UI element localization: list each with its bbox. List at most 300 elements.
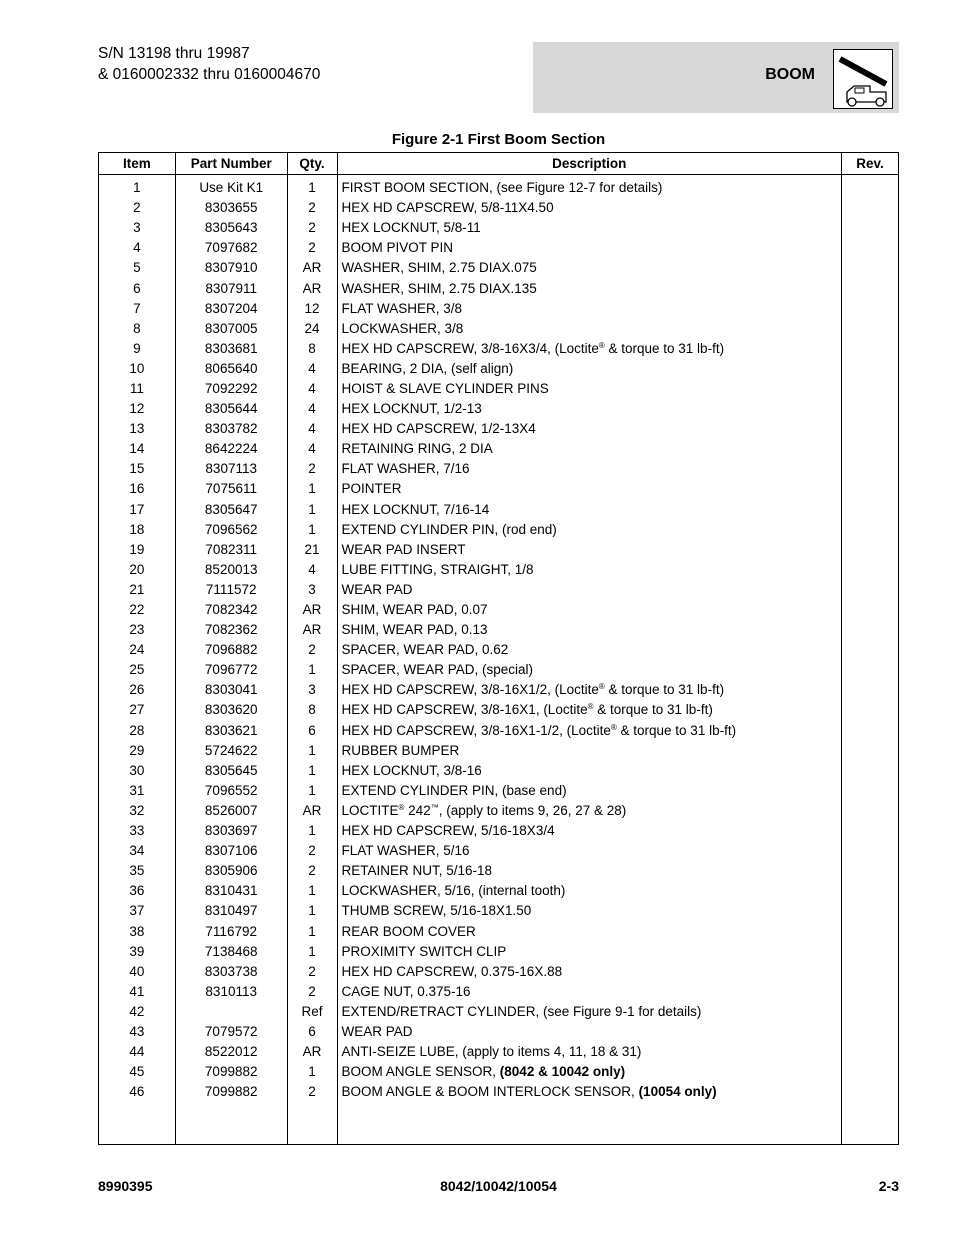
- item-number-cell: 15: [99, 459, 176, 479]
- description-cell: [337, 540, 842, 560]
- table-row: [99, 942, 899, 962]
- parts-table-container: [98, 152, 899, 1145]
- item-number-cell: 33: [99, 821, 176, 841]
- description-text: PROXIMITY SWITCH CLIP: [341, 943, 507, 959]
- trademark-symbol: ®: [398, 802, 405, 812]
- table-row: [99, 841, 899, 861]
- description-cell: [337, 218, 842, 238]
- description-cell: [337, 660, 842, 680]
- table-filler-row: [99, 1102, 899, 1145]
- part-number-cell: 8307910: [175, 258, 287, 278]
- table-row: [99, 921, 899, 941]
- table-row: [99, 359, 899, 379]
- part-number-cell: 8310431: [175, 881, 287, 901]
- description-text: BEARING, 2 DIA, (self align): [341, 360, 514, 376]
- table-header-row: [99, 153, 899, 175]
- revision-cell: [842, 520, 899, 540]
- item-number-cell: 39: [99, 942, 176, 962]
- item-number-cell: 26: [99, 680, 176, 700]
- table-row: [99, 982, 899, 1002]
- quantity-cell: 4: [287, 399, 337, 419]
- description-cell: [337, 942, 842, 962]
- quantity-cell: 2: [287, 962, 337, 982]
- description-text: (8042 & 10042 only): [499, 1064, 626, 1080]
- description-cell: [337, 1062, 842, 1082]
- quantity-cell: 4: [287, 439, 337, 459]
- description-cell: [337, 801, 842, 821]
- description-text: WEAR PAD: [341, 581, 413, 597]
- empty-cell: [287, 1102, 337, 1145]
- part-number-cell: 7096562: [175, 520, 287, 540]
- revision-cell: [842, 1042, 899, 1062]
- item-number-cell: 43: [99, 1022, 176, 1042]
- description-cell: [337, 881, 842, 901]
- item-number-cell: 11: [99, 379, 176, 399]
- revision-cell: [842, 761, 899, 781]
- item-number-cell: 7: [99, 299, 176, 319]
- description-text: BOOM ANGLE SENSOR,: [341, 1064, 500, 1080]
- boom-lift-icon: [833, 49, 893, 109]
- trademark-symbol: ®: [598, 682, 605, 692]
- part-number-cell: 8303738: [175, 962, 287, 982]
- table-row: [99, 299, 899, 319]
- table-body: [99, 175, 899, 1145]
- table-row: [99, 238, 899, 258]
- revision-cell: [842, 1002, 899, 1022]
- revision-cell: [842, 459, 899, 479]
- description-cell: [337, 1002, 842, 1022]
- item-number-cell: 9: [99, 339, 176, 359]
- item-number-cell: 40: [99, 962, 176, 982]
- quantity-cell: 2: [287, 640, 337, 660]
- part-number-cell: 8305906: [175, 861, 287, 881]
- quantity-cell: 1: [287, 761, 337, 781]
- description-cell: [337, 319, 842, 339]
- table-row: [99, 580, 899, 600]
- revision-cell: [842, 982, 899, 1002]
- part-number-cell: 8520013: [175, 560, 287, 580]
- description-text: FLAT WASHER, 7/16: [341, 461, 470, 477]
- quantity-cell: 24: [287, 319, 337, 339]
- part-number-cell: 7082342: [175, 600, 287, 620]
- description-text: HEX HD CAPSCREW, 5/8-11X4.50: [341, 200, 554, 216]
- revision-cell: [842, 841, 899, 861]
- table-row: [99, 560, 899, 580]
- quantity-cell: 2: [287, 198, 337, 218]
- revision-cell: [842, 620, 899, 640]
- quantity-cell: 4: [287, 379, 337, 399]
- column-header-qty: Qty.: [287, 153, 337, 175]
- description-text: SHIM, WEAR PAD, 0.13: [341, 622, 488, 638]
- item-number-cell: 25: [99, 660, 176, 680]
- description-text: & torque to 31 lb-ft): [604, 340, 725, 356]
- table-row: [99, 700, 899, 720]
- description-text: HEX HD CAPSCREW, 3/8-16X1-1/2, (Loctite: [341, 722, 611, 738]
- description-text: WEAR PAD: [341, 1023, 413, 1039]
- table-row: [99, 721, 899, 741]
- description-cell: [337, 921, 842, 941]
- footer-models: 8042/10042/10054: [440, 1178, 557, 1194]
- description-text: FIRST BOOM SECTION, (see Figure 12-7 for details): [341, 180, 663, 196]
- quantity-cell: 1: [287, 781, 337, 801]
- description-cell: [337, 821, 842, 841]
- revision-cell: [842, 419, 899, 439]
- part-number-cell: 7096882: [175, 640, 287, 660]
- quantity-cell: 1: [287, 660, 337, 680]
- quantity-cell: 6: [287, 1022, 337, 1042]
- table-row: [99, 500, 899, 520]
- revision-cell: [842, 1022, 899, 1042]
- figure-title: Figure 2-1 First Boom Section: [391, 131, 606, 148]
- item-number-cell: 12: [99, 399, 176, 419]
- item-number-cell: 35: [99, 861, 176, 881]
- footer-doc-number: 8990395: [98, 1178, 153, 1194]
- table-row: [99, 620, 899, 640]
- item-number-cell: 20: [99, 560, 176, 580]
- description-text: WASHER, SHIM, 2.75 DIAX.075: [341, 260, 537, 276]
- item-number-cell: 44: [99, 1042, 176, 1062]
- quantity-cell: 4: [287, 419, 337, 439]
- revision-cell: [842, 238, 899, 258]
- table-row: [99, 1062, 899, 1082]
- description-cell: [337, 399, 842, 419]
- part-number-cell: Use Kit K1: [175, 175, 287, 199]
- revision-cell: [842, 560, 899, 580]
- description-cell: [337, 620, 842, 640]
- trademark-symbol: ®: [598, 340, 605, 350]
- description-cell: [337, 982, 842, 1002]
- description-text: BOOM PIVOT PIN: [341, 240, 454, 256]
- description-cell: [337, 339, 842, 359]
- revision-cell: [842, 741, 899, 761]
- part-number-cell: 8305643: [175, 218, 287, 238]
- revision-cell: [842, 299, 899, 319]
- quantity-cell: 2: [287, 238, 337, 258]
- table-row: [99, 1082, 899, 1102]
- description-cell: [337, 278, 842, 298]
- revision-cell: [842, 721, 899, 741]
- item-number-cell: 23: [99, 620, 176, 640]
- description-text: ANTI-SEIZE LUBE, (apply to items 4, 11, 18 & 31): [341, 1044, 642, 1060]
- revision-cell: [842, 175, 899, 199]
- table-row: [99, 459, 899, 479]
- quantity-cell: 2: [287, 841, 337, 861]
- part-number-cell: 8307106: [175, 841, 287, 861]
- quantity-cell: AR: [287, 1042, 337, 1062]
- description-text: HEX HD CAPSCREW, 0.375-16X.88: [341, 963, 563, 979]
- description-cell: [337, 700, 842, 720]
- part-number-cell: [175, 1002, 287, 1022]
- part-number-cell: 7079572: [175, 1022, 287, 1042]
- table-row: [99, 821, 899, 841]
- description-cell: [337, 741, 842, 761]
- item-number-cell: 4: [99, 238, 176, 258]
- part-number-cell: 7116792: [175, 921, 287, 941]
- table-row: [99, 379, 899, 399]
- description-cell: [337, 680, 842, 700]
- item-number-cell: 2: [99, 198, 176, 218]
- part-number-cell: 7075611: [175, 479, 287, 499]
- trademark-symbol: ®: [587, 702, 594, 712]
- table-row: [99, 741, 899, 761]
- item-number-cell: 42: [99, 1002, 176, 1022]
- revision-cell: [842, 580, 899, 600]
- empty-cell: [337, 1102, 842, 1145]
- revision-cell: [842, 680, 899, 700]
- description-text: EXTEND CYLINDER PIN, (rod end): [341, 521, 557, 537]
- part-number-cell: 7111572: [175, 580, 287, 600]
- description-cell: [337, 439, 842, 459]
- revision-cell: [842, 942, 899, 962]
- description-text: HEX LOCKNUT, 1/2-13: [341, 401, 482, 417]
- description-cell: [337, 1022, 842, 1042]
- revision-cell: [842, 1082, 899, 1102]
- description-text: WEAR PAD INSERT: [341, 541, 466, 557]
- description-text: HEX LOCKNUT, 3/8-16: [341, 762, 482, 778]
- quantity-cell: 2: [287, 218, 337, 238]
- description-text: RETAINING RING, 2 DIA: [341, 441, 493, 457]
- quantity-cell: 21: [287, 540, 337, 560]
- column-header-rev: Rev.: [842, 153, 899, 175]
- quantity-cell: 3: [287, 580, 337, 600]
- revision-cell: [842, 881, 899, 901]
- table-row: [99, 479, 899, 499]
- description-cell: [337, 520, 842, 540]
- part-number-cell: 8305647: [175, 500, 287, 520]
- description-cell: [337, 901, 842, 921]
- part-number-cell: 8303621: [175, 721, 287, 741]
- description-cell: [337, 781, 842, 801]
- revision-cell: [842, 479, 899, 499]
- item-number-cell: 27: [99, 700, 176, 720]
- part-number-cell: 7099882: [175, 1062, 287, 1082]
- table-row: [99, 1042, 899, 1062]
- description-text: BOOM ANGLE & BOOM INTERLOCK SENSOR,: [341, 1084, 639, 1100]
- column-header-part-number: Part Number: [175, 153, 287, 175]
- description-text: SPACER, WEAR PAD, 0.62: [341, 642, 509, 658]
- description-text: FLAT WASHER, 5/16: [341, 843, 470, 859]
- part-number-cell: 8310497: [175, 901, 287, 921]
- quantity-cell: AR: [287, 278, 337, 298]
- item-number-cell: 19: [99, 540, 176, 560]
- quantity-cell: 2: [287, 982, 337, 1002]
- quantity-cell: 2: [287, 1082, 337, 1102]
- item-number-cell: 28: [99, 721, 176, 741]
- quantity-cell: 1: [287, 500, 337, 520]
- item-number-cell: 29: [99, 741, 176, 761]
- part-number-cell: 7099882: [175, 1082, 287, 1102]
- table-row: [99, 640, 899, 660]
- quantity-cell: 1: [287, 520, 337, 540]
- revision-cell: [842, 339, 899, 359]
- table-row: [99, 680, 899, 700]
- description-text: THUMB SCREW, 5/16-18X1.50: [341, 903, 532, 919]
- quantity-cell: 2: [287, 861, 337, 881]
- revision-cell: [842, 439, 899, 459]
- quantity-cell: AR: [287, 600, 337, 620]
- column-header-description: Description: [337, 153, 842, 175]
- description-cell: [337, 175, 842, 199]
- part-number-cell: 8307911: [175, 278, 287, 298]
- item-number-cell: 38: [99, 921, 176, 941]
- description-text: 242: [404, 802, 431, 818]
- table-row: [99, 540, 899, 560]
- quantity-cell: 1: [287, 942, 337, 962]
- revision-cell: [842, 901, 899, 921]
- item-number-cell: 10: [99, 359, 176, 379]
- description-text: , (apply to items 9, 26, 27 & 28): [438, 802, 627, 818]
- item-number-cell: 17: [99, 500, 176, 520]
- description-cell: [337, 359, 842, 379]
- part-number-cell: 8303697: [175, 821, 287, 841]
- revision-cell: [842, 861, 899, 881]
- part-number-cell: 8303681: [175, 339, 287, 359]
- description-text: POINTER: [341, 481, 402, 497]
- part-number-cell: 8310113: [175, 982, 287, 1002]
- table-row: [99, 660, 899, 680]
- revision-cell: [842, 921, 899, 941]
- description-text: HEX LOCKNUT, 5/8-11: [341, 220, 481, 236]
- description-text: WASHER, SHIM, 2.75 DIAX.135: [341, 280, 537, 296]
- quantity-cell: AR: [287, 258, 337, 278]
- revision-cell: [842, 962, 899, 982]
- table-row: [99, 339, 899, 359]
- revision-cell: [842, 359, 899, 379]
- description-text: (10054 only): [638, 1084, 717, 1100]
- part-number-cell: 8303620: [175, 700, 287, 720]
- trademark-symbol: ™: [430, 802, 439, 812]
- parts-table: [98, 152, 899, 1145]
- part-number-cell: 5724622: [175, 741, 287, 761]
- description-text: FLAT WASHER, 3/8: [341, 300, 463, 316]
- description-cell: [337, 962, 842, 982]
- description-cell: [337, 479, 842, 499]
- quantity-cell: 1: [287, 901, 337, 921]
- revision-cell: [842, 801, 899, 821]
- item-number-cell: 21: [99, 580, 176, 600]
- item-number-cell: 37: [99, 901, 176, 921]
- item-number-cell: 24: [99, 640, 176, 660]
- table-row: [99, 881, 899, 901]
- revision-cell: [842, 319, 899, 339]
- item-number-cell: 16: [99, 479, 176, 499]
- description-text: LOCKWASHER, 5/16, (internal tooth): [341, 883, 566, 899]
- part-number-cell: 8526007: [175, 801, 287, 821]
- description-text: HEX HD CAPSCREW, 1/2-13X4: [341, 421, 536, 437]
- description-cell: [337, 419, 842, 439]
- serial-line-1: S/N 13198 thru 19987: [98, 45, 250, 62]
- description-text: REAR BOOM COVER: [341, 923, 476, 939]
- revision-cell: [842, 198, 899, 218]
- item-number-cell: 8: [99, 319, 176, 339]
- part-number-cell: 8303655: [175, 198, 287, 218]
- part-number-cell: 8307005: [175, 319, 287, 339]
- description-text: SHIM, WEAR PAD, 0.07: [341, 602, 488, 618]
- column-header-item: Item: [99, 153, 176, 175]
- part-number-cell: 8307204: [175, 299, 287, 319]
- item-number-cell: 31: [99, 781, 176, 801]
- part-number-cell: 8065640: [175, 359, 287, 379]
- revision-cell: [842, 1062, 899, 1082]
- description-text: RETAINER NUT, 5/16-18: [341, 863, 493, 879]
- revision-cell: [842, 218, 899, 238]
- revision-cell: [842, 258, 899, 278]
- description-cell: [337, 1082, 842, 1102]
- part-number-cell: 8303041: [175, 680, 287, 700]
- quantity-cell: AR: [287, 620, 337, 640]
- part-number-cell: 7138468: [175, 942, 287, 962]
- description-cell: [337, 580, 842, 600]
- quantity-cell: 1: [287, 741, 337, 761]
- table-row: [99, 419, 899, 439]
- quantity-cell: 3: [287, 680, 337, 700]
- table-row: [99, 1002, 899, 1022]
- table-row: [99, 258, 899, 278]
- quantity-cell: 6: [287, 721, 337, 741]
- item-number-cell: 1: [99, 175, 176, 199]
- description-cell: [337, 258, 842, 278]
- empty-cell: [99, 1102, 176, 1145]
- table-row: [99, 399, 899, 419]
- description-text: HEX HD CAPSCREW, 3/8-16X1, (Loctite: [341, 702, 588, 718]
- item-number-cell: 34: [99, 841, 176, 861]
- description-text: & torque to 31 lb-ft): [616, 722, 737, 738]
- revision-cell: [842, 500, 899, 520]
- table-row: [99, 278, 899, 298]
- description-cell: [337, 761, 842, 781]
- part-number-cell: 7096552: [175, 781, 287, 801]
- table-row: [99, 861, 899, 881]
- description-text: RUBBER BUMPER: [341, 742, 460, 758]
- item-number-cell: 46: [99, 1082, 176, 1102]
- revision-cell: [842, 379, 899, 399]
- section-label: BOOM: [765, 66, 815, 83]
- table-row: [99, 218, 899, 238]
- serial-range: [98, 43, 320, 85]
- quantity-cell: 1: [287, 821, 337, 841]
- quantity-cell: 1: [287, 175, 337, 199]
- description-cell: [337, 379, 842, 399]
- item-number-cell: 22: [99, 600, 176, 620]
- table-row: [99, 901, 899, 921]
- serial-line-2: & 0160002332 thru 0160004670: [98, 66, 321, 83]
- quantity-cell: 1: [287, 1062, 337, 1082]
- quantity-cell: 4: [287, 359, 337, 379]
- description-text: CAGE NUT, 0.375-16: [341, 983, 471, 999]
- revision-cell: [842, 540, 899, 560]
- description-text: EXTEND CYLINDER PIN, (base end): [341, 782, 567, 798]
- description-cell: [337, 600, 842, 620]
- description-cell: [337, 198, 842, 218]
- description-text: HEX HD CAPSCREW, 3/8-16X1/2, (Loctite: [341, 682, 599, 698]
- section-header: [533, 42, 899, 113]
- table-row: [99, 1022, 899, 1042]
- part-number-cell: 8303782: [175, 419, 287, 439]
- description-text: EXTEND/RETRACT CYLINDER, (see Figure 9-1 for details): [341, 1003, 702, 1019]
- empty-cell: [842, 1102, 899, 1145]
- item-number-cell: 32: [99, 801, 176, 821]
- item-number-cell: 13: [99, 419, 176, 439]
- description-cell: [337, 640, 842, 660]
- description-text: & torque to 31 lb-ft): [593, 702, 713, 718]
- description-cell: [337, 841, 842, 861]
- table-row: [99, 761, 899, 781]
- footer-page-number: 2-3: [878, 1178, 899, 1194]
- description-cell: [337, 500, 842, 520]
- description-cell: [337, 721, 842, 741]
- quantity-cell: 8: [287, 339, 337, 359]
- item-number-cell: 6: [99, 278, 176, 298]
